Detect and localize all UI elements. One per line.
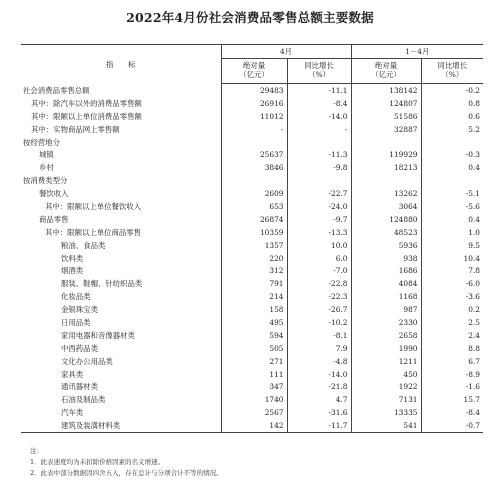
ytd-yoy-value: -8.9 (421, 368, 483, 381)
month-abs-value (221, 136, 287, 149)
ytd-abs-value: 119929 (351, 148, 421, 161)
ytd-yoy-value: -8.4 (421, 406, 483, 419)
ytd-abs-value: 7131 (351, 393, 421, 406)
month-yoy-value: -11.3 (287, 148, 351, 161)
row-label: 中西药品类 (61, 343, 98, 353)
table-row (21, 148, 483, 161)
month-yoy-value: -26.7 (287, 303, 351, 316)
row-label: 建筑及装潢材料类 (21, 419, 221, 432)
month-yoy-value: 7.9 (287, 342, 351, 355)
table-row (21, 213, 483, 226)
ytd-abs-header-line1: 绝对量 (374, 61, 398, 71)
row-label: 文化办公用品类 (61, 356, 113, 366)
month-yoy-value: -22.7 (287, 187, 351, 200)
ytd-abs-value: 2658 (351, 329, 421, 342)
row-label: 通讯器材类 (61, 382, 98, 392)
row-label: 家用电器和音像器材类 (61, 330, 135, 340)
ytd-abs-value: 1686 (351, 264, 421, 277)
ytd-abs-value: 48523 (351, 226, 421, 239)
ytd-yoy-value: 0.2 (421, 303, 483, 316)
table-row (21, 123, 483, 136)
month-yoy-value: -4.8 (287, 355, 351, 368)
ytd-abs-header (351, 59, 421, 84)
table-row (21, 252, 483, 265)
ytd-abs-value: 938 (351, 252, 421, 265)
ytd-abs-value: 124880 (351, 213, 421, 226)
ytd-yoy-value: 2.4 (421, 329, 483, 342)
ytd-yoy-value: 10.4 (421, 252, 483, 265)
ytd-yoy-value: 7.8 (421, 264, 483, 277)
month-abs-value: 2567 (221, 406, 287, 419)
ytd-yoy-value: 0.4 (421, 213, 483, 226)
month-abs-value: 26916 (221, 97, 287, 110)
month-yoy-header-line2: （%） (308, 70, 330, 79)
month-yoy-value: -10.2 (287, 316, 351, 329)
table-row (21, 239, 483, 252)
month-yoy-value: 4.7 (287, 393, 351, 406)
month-abs-value: 29483 (221, 84, 287, 97)
month-abs-value: 594 (221, 329, 287, 342)
month-abs-value: 653 (221, 200, 287, 213)
row-label: 商品零售 (39, 214, 69, 224)
ytd-abs-value: 5936 (351, 239, 421, 252)
month-yoy-value: -22.3 (287, 290, 351, 303)
row-label: 饮料类 (61, 253, 84, 263)
month-abs-value: 25637 (221, 148, 287, 161)
table-row (21, 226, 483, 239)
row-label: 粮油、食品类 (61, 240, 106, 250)
ytd-yoy-value: 0.4 (421, 161, 483, 174)
ytd-yoy-value: 2.5 (421, 316, 483, 329)
table-row (21, 393, 483, 406)
month-abs-value (221, 174, 287, 187)
month-yoy-value: -9.7 (287, 213, 351, 226)
month-yoy-value: -24.0 (287, 200, 351, 213)
footnote-2: 2．此表中部分数据因四舍五入，存在总计与分项合计不等的情况。 (30, 469, 223, 477)
ytd-abs-value: 987 (351, 303, 421, 316)
month-abs-value: 11012 (221, 110, 287, 123)
month-yoy-header (287, 59, 351, 84)
ytd-yoy-value (421, 174, 483, 187)
table-row (21, 187, 483, 200)
ytd-yoy-value: -6.0 (421, 277, 483, 290)
ytd-abs-value: 2330 (351, 316, 421, 329)
ytd-abs-value: 1211 (351, 355, 421, 368)
table-row (21, 368, 483, 381)
month-yoy-value: 10.0 (287, 239, 351, 252)
ytd-yoy-value: 9.5 (421, 239, 483, 252)
month-abs-value: 2609 (221, 187, 287, 200)
month-abs-value: 791 (221, 277, 287, 290)
row-label: 按消费类型分 (23, 176, 68, 186)
month-abs-value: 505 (221, 342, 287, 355)
indicator-header: 指 标 (21, 45, 221, 84)
row-label: 烟酒类 (61, 266, 84, 276)
month-abs-header (221, 59, 287, 84)
ytd-abs-value: 1168 (351, 290, 421, 303)
row-label: 金银珠宝类 (61, 305, 98, 315)
month-abs-value: 1357 (221, 239, 287, 252)
month-yoy-value: -11.1 (287, 84, 351, 97)
month-yoy-value: -22.8 (287, 277, 351, 290)
month-yoy-value: -31.6 (287, 406, 351, 419)
ytd-yoy-value (421, 136, 483, 149)
ytd-yoy-value: 8.8 (421, 342, 483, 355)
month-yoy-value: -21.8 (287, 380, 351, 393)
month-abs-value: - (221, 123, 287, 136)
table-row (21, 200, 483, 213)
document-title: 2022年4月份社会消费品零售总额主要数据 (126, 10, 374, 25)
ytd-yoy-header (421, 59, 483, 84)
ytd-yoy-value: -5.6 (421, 200, 483, 213)
month-yoy-value: -14.0 (287, 110, 351, 123)
ytd-abs-value: 13335 (351, 406, 421, 419)
ytd-abs-value: 18213 (351, 161, 421, 174)
month-yoy-value: 6.0 (287, 252, 351, 265)
ytd-abs-value: 1922 (351, 380, 421, 393)
table-row (21, 355, 483, 368)
ytd-yoy-value: -0.7 (421, 419, 483, 432)
month-yoy-value: -7.0 (287, 264, 351, 277)
ytd-yoy-value: -0.3 (421, 148, 483, 161)
ytd-abs-value: 13262 (351, 187, 421, 200)
month-yoy-value: -8.1 (287, 329, 351, 342)
ytd-period-header: 1－4月 (351, 45, 483, 59)
ytd-abs-value (351, 136, 421, 149)
table-row (21, 84, 483, 97)
month-yoy-value: -13.3 (287, 226, 351, 239)
ytd-abs-value (351, 174, 421, 187)
table-row (21, 174, 483, 187)
ytd-yoy-header-line2: （%） (441, 70, 464, 79)
ytd-abs-header-line2: （亿元） (371, 70, 401, 79)
ytd-yoy-value: 5.2 (421, 123, 483, 136)
table-body (21, 84, 483, 433)
month-abs-header-line1: 绝对量 (242, 61, 266, 71)
month-abs-value: 220 (221, 252, 287, 265)
ytd-abs-value: 541 (351, 419, 421, 432)
table-row (21, 406, 483, 419)
table-row (21, 277, 483, 290)
table-row (21, 329, 483, 342)
row-label: 家具类 (61, 369, 84, 379)
month-abs-value: 271 (221, 355, 287, 368)
ytd-yoy-value: 6.7 (421, 355, 483, 368)
ytd-yoy-value: 15.7 (421, 393, 483, 406)
row-label: 社会消费品零售总额 (23, 85, 90, 95)
month-yoy-value: -14.0 (287, 368, 351, 381)
ytd-abs-value: 450 (351, 368, 421, 381)
row-label: 其中：限额以上单位餐饮收入 (45, 201, 142, 211)
retail-sales-table (21, 44, 483, 433)
footnote-1: 1．此表速度均为未扣除价格因素的名义增速。 (30, 458, 165, 466)
ytd-yoy-value: -3.6 (421, 290, 483, 303)
month-yoy-value: -11.7 (287, 419, 351, 432)
row-label: 餐饮收入 (39, 189, 69, 199)
month-abs-value: 312 (221, 264, 287, 277)
table-row (21, 380, 483, 393)
ytd-yoy-value: -1.6 (421, 380, 483, 393)
month-abs-value: 111 (221, 368, 287, 381)
month-abs-value: 214 (221, 290, 287, 303)
ytd-yoy-value: -5.1 (421, 187, 483, 200)
table-row (21, 342, 483, 355)
row-label: 城镇 (39, 150, 54, 160)
row-label: 化妆品类 (61, 292, 91, 302)
ytd-abs-value: 32887 (351, 123, 421, 136)
table-row (21, 303, 483, 316)
month-yoy-header-line1: 同比增长 (304, 61, 334, 71)
row-label: 乡村 (39, 163, 54, 173)
ytd-abs-value: 124807 (351, 97, 421, 110)
table-row (21, 316, 483, 329)
ytd-yoy-value: -0.2 (421, 84, 483, 97)
ytd-abs-value: 3064 (351, 200, 421, 213)
footnotes (30, 446, 223, 479)
table-row (21, 264, 483, 277)
ytd-yoy-value: 0.8 (421, 97, 483, 110)
table-row (21, 161, 483, 174)
month-abs-header-line2: （亿元） (239, 70, 269, 79)
month-yoy-value: -9.8 (287, 161, 351, 174)
footnote-heading: 注： (30, 447, 43, 455)
ytd-yoy-value: 1.0 (421, 226, 483, 239)
table-row (21, 97, 483, 110)
row-label: 石油及制品类 (61, 395, 106, 405)
month-period-header: 4月 (221, 45, 351, 59)
month-abs-value: 1740 (221, 393, 287, 406)
ytd-abs-value: 4084 (351, 277, 421, 290)
month-yoy-value (287, 136, 351, 149)
ytd-yoy-value: 0.6 (421, 110, 483, 123)
month-yoy-value (287, 174, 351, 187)
row-label: 汽车类 (61, 408, 84, 418)
table-row (21, 136, 483, 149)
month-yoy-value: -8.4 (287, 97, 351, 110)
row-label: 其中：限额以上单位消费品零售额 (31, 111, 142, 121)
month-abs-value: 347 (221, 380, 287, 393)
month-abs-value: 10359 (221, 226, 287, 239)
table-row (21, 110, 483, 123)
ytd-abs-value: 51586 (351, 110, 421, 123)
ytd-abs-value: 1990 (351, 342, 421, 355)
row-label: 其中：限额以上单位商品零售 (45, 227, 142, 237)
ytd-abs-value: 138142 (351, 84, 421, 97)
month-abs-value: 142 (221, 419, 287, 432)
month-abs-value: 3846 (221, 161, 287, 174)
month-abs-value: 26874 (221, 213, 287, 226)
table-row (21, 290, 483, 303)
row-label: 按经营地分 (23, 137, 60, 147)
row-label: 其中：除汽车以外的消费品零售额 (31, 98, 142, 108)
table-row (21, 419, 483, 432)
row-label: 日用品类 (61, 317, 91, 327)
month-abs-value: 495 (221, 316, 287, 329)
ytd-yoy-header-line1: 同比增长 (437, 61, 468, 71)
row-label: 其中：实物商品网上零售额 (31, 124, 120, 134)
month-yoy-value: - (287, 123, 351, 136)
row-label: 服装、鞋帽、针纺织品类 (61, 279, 143, 289)
month-abs-value: 158 (221, 303, 287, 316)
